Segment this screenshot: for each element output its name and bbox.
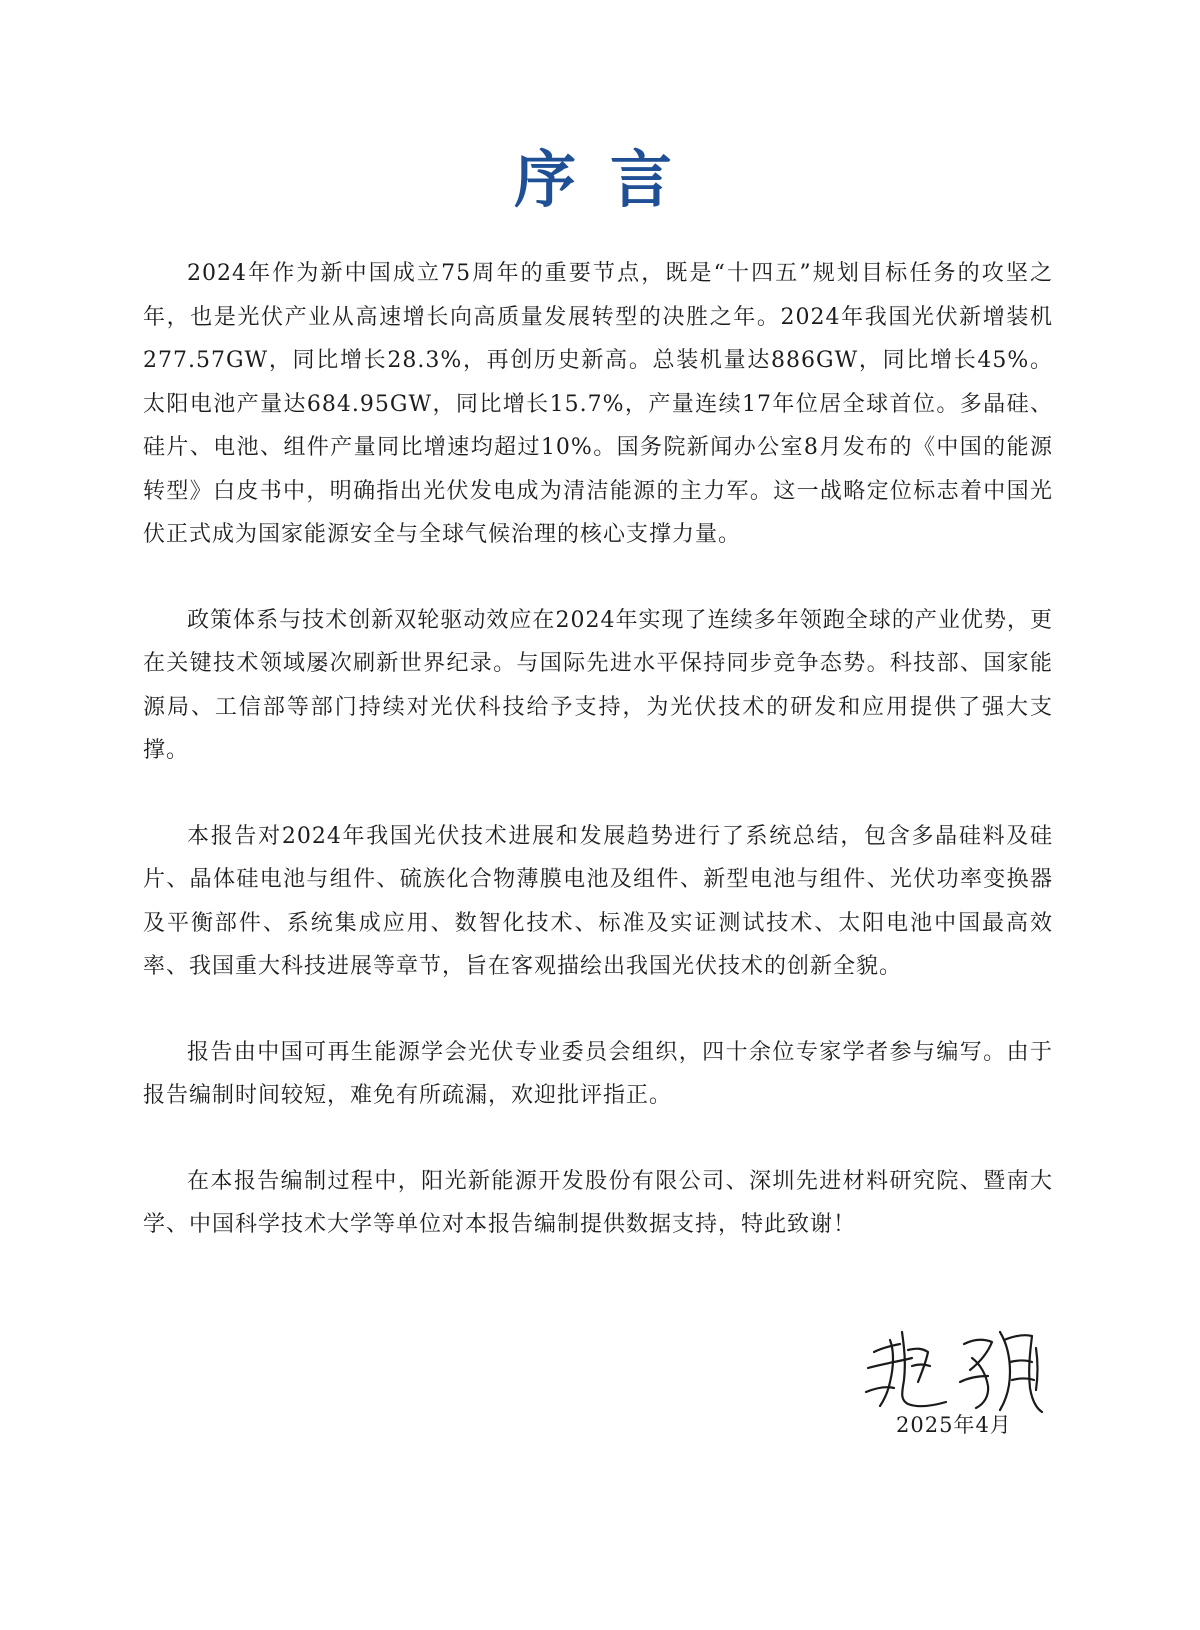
paragraph-4: 报告由中国可再生能源学会光伏专业委员会组织，四十余位专家学者参与编写。由于报告编制时间较短，难免有所疏漏，欢迎批评指正。 <box>143 1039 1053 1108</box>
paragraph-1: 2024年作为新中国成立75周年的重要节点，既是“十四五”规划目标任务的攻坚之年，也是光伏产业从高速增长向高质量发展转型的决胜之年。2024年我国光伏新增装机277.57GW，同比增长28.3%，再创历史新高。总装机量达886GW，同比增长45%。太阳电池产量达684.95GW，同比增长15.7%，产量连续17年位居全球首位。多晶硅、硅片、电池、组件产量同比增速均超过10%。国务院新闻办公室8月发布的《中国的能源转型》白皮书中，明确指出光伏发电成为清洁能源的主力军。这一战略定位标志着中国光伏正式成为国家能源安全与全球气候治理的核心支撑力量。 <box>143 261 1053 547</box>
handwritten-signature-icon <box>860 1322 1050 1422</box>
signature-date: 2025年4月 <box>896 1413 1012 1437</box>
preface-body <box>143 252 1053 1289</box>
paragraph-2: 政策体系与技术创新双轮驱动效应在2024年实现了连续多年领跑全球的产业优势，更在关键技术领域屡次刷新世界纪录。与国际先进水平保持同步竞争态势。科技部、国家能源局、工信部等部门持续对光伏科技给予支持，为光伏技术的研发和应用提供了强大支撑。 <box>143 607 1053 763</box>
paragraph-3: 本报告对2024年我国光伏技术进展和发展趋势进行了系统总结，包含多晶硅料及硅片、晶体硅电池与组件、硫族化合物薄膜电池及组件、新型电池与组件、光伏功率变换器及平衡部件、系统集成应用、数智化技术、标准及实证测试技术、太阳电池中国最高效率、我国重大科技进展等章节，旨在客观描绘出我国光伏技术的创新全貌。 <box>143 823 1053 979</box>
paragraph-5: 在本报告编制过程中，阳光新能源开发股份有限公司、深圳先进材料研究院、暨南大学、中国科学技术大学等单位对本报告编制提供数据支持，特此致谢！ <box>143 1168 1053 1237</box>
page-title: 序言 <box>513 143 706 216</box>
